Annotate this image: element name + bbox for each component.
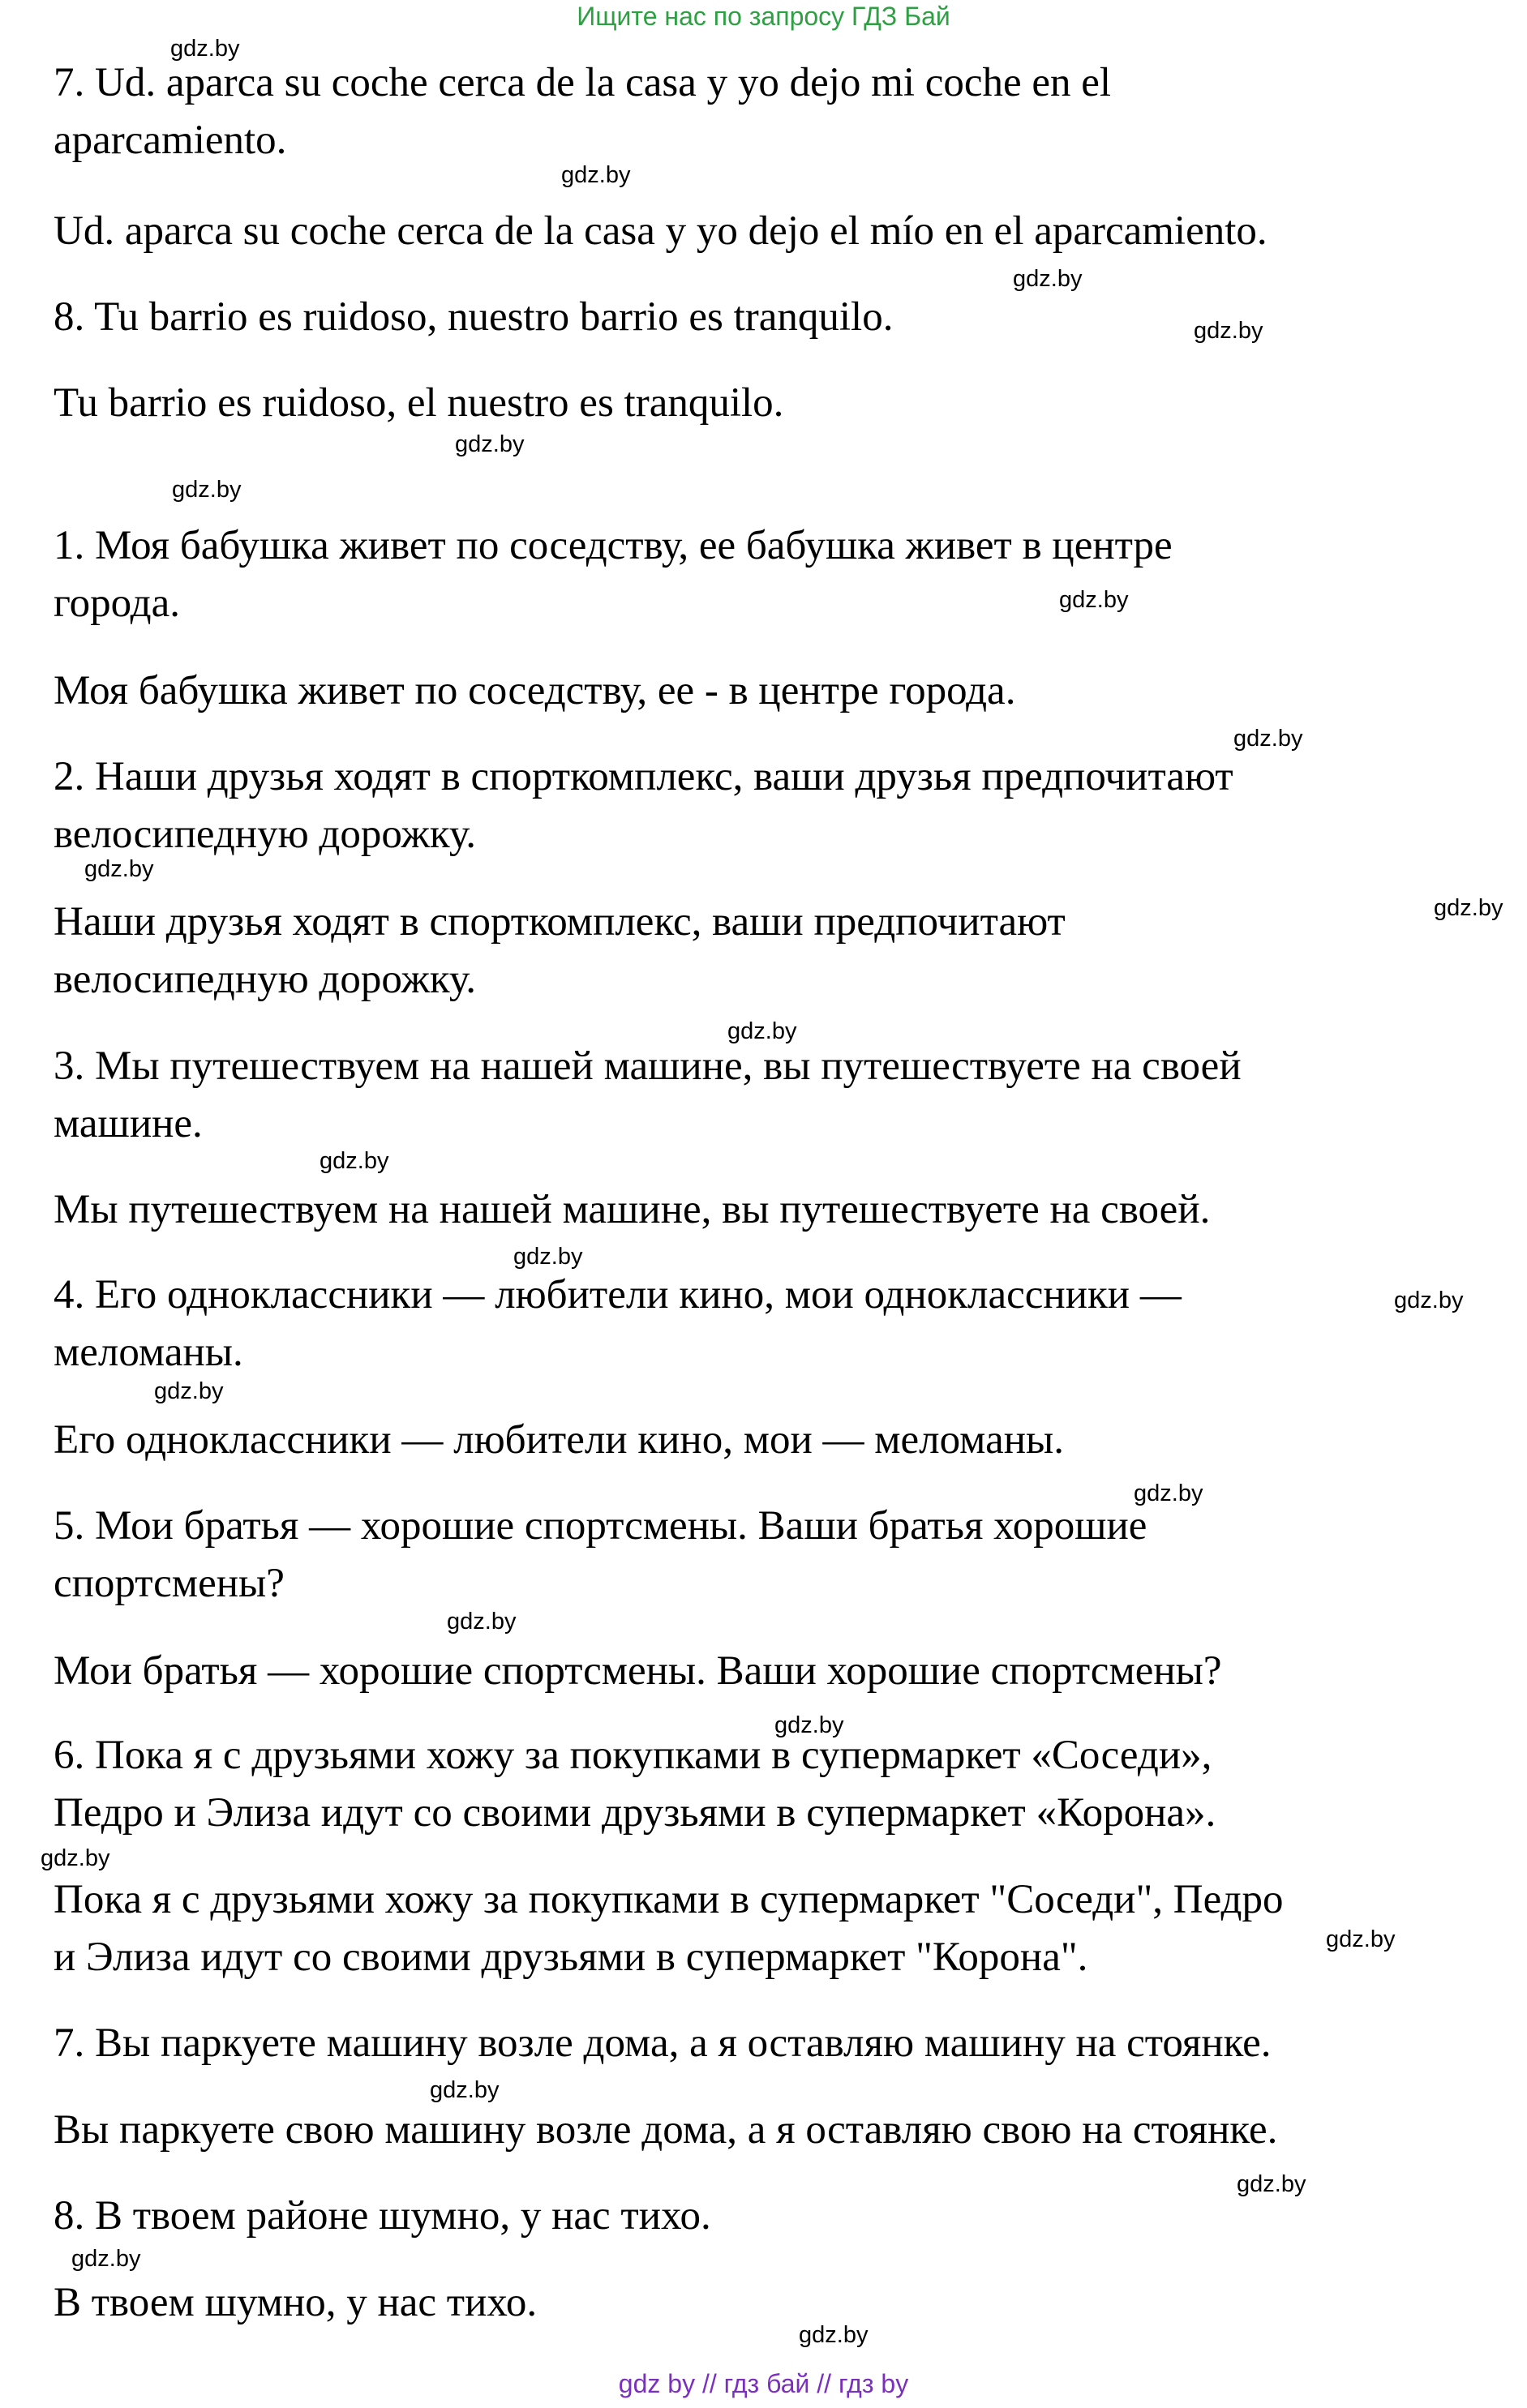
page-footer: gdz by // гдз бай // гдз by	[618, 2369, 909, 2398]
watermark: gdz.by	[430, 2077, 500, 2103]
text-line: 3. Мы путешествуем на нашей машине, вы путешествуете на своей	[54, 1043, 1242, 1089]
text-line: 8. В твоем районе шумно, у нас тихо.	[54, 2193, 711, 2239]
watermark: gdz.by	[727, 1018, 797, 1044]
text-line: Вы паркуете свою машину возле дома, а я оставляю свою на стоянке.	[54, 2107, 1278, 2153]
text-line: Моя бабушка живет по соседству, ее - в центре города.	[54, 668, 1016, 713]
text-line: Педро и Элиза идут со своими друзьями в супермаркет «Корона».	[54, 1790, 1216, 1836]
text-line: 7. Ud. aparca su coche cerca de la casa y yo dejo mi coche en el	[54, 60, 1112, 105]
text-line: машине.	[54, 1101, 203, 1146]
watermark: gdz.by	[1326, 1926, 1396, 1952]
watermark: gdz.by	[1237, 2171, 1306, 2197]
text-line: Мы путешествуем на нашей машине, вы путешествуете на своей.	[54, 1187, 1211, 1232]
text-line: В твоем шумно, у нас тихо.	[54, 2280, 538, 2325]
text-line: 5. Мои братья — хорошие спортсмены. Ваши братья хорошие	[54, 1503, 1147, 1549]
text-line: 7. Вы паркуете машину возле дома, а я оставляю машину на стоянке.	[54, 2020, 1272, 2066]
text-line: велосипедную дорожку.	[54, 812, 477, 857]
watermark: gdz.by	[84, 856, 154, 882]
text-line: aparcamiento.	[54, 118, 287, 163]
text-line: спортсмены?	[54, 1561, 285, 1606]
watermark: gdz.by	[1394, 1288, 1464, 1313]
watermark: gdz.by	[455, 431, 525, 457]
text-line: 8. Tu barrio es ruidoso, nuestro barrio es tranquilo.	[54, 294, 894, 340]
text-line: 6. Пока я с друзьями хожу за покупками в супермаркет «Соседи»,	[54, 1733, 1212, 1778]
watermark: gdz.by	[154, 1378, 224, 1404]
watermark: gdz.by	[41, 1845, 110, 1871]
watermark: gdz.by	[513, 1244, 583, 1270]
watermark: gdz.by	[1059, 587, 1129, 613]
watermark: gdz.by	[1013, 266, 1083, 292]
watermark: gdz.by	[71, 2246, 141, 2272]
text-line: меломаны.	[54, 1330, 243, 1375]
watermark: gdz.by	[561, 162, 631, 188]
watermark: gdz.by	[1434, 895, 1503, 921]
text-line: Tu barrio es ruidoso, el nuestro es tranquilo.	[54, 380, 784, 426]
text-line: Ud. aparca su coche cerca de la casa y yo dejo el mío en el aparcamiento.	[54, 208, 1267, 254]
text-line: 4. Его одноклассники — любители кино, мои одноклассники —	[54, 1272, 1182, 1318]
watermark: gdz.by	[170, 36, 240, 62]
watermark: gdz.by	[320, 1148, 389, 1174]
page-header: Ищите нас по запросу ГДЗ Бай	[577, 2, 950, 31]
text-line: Мои братья — хорошие спортсмены. Ваши хорошие спортсмены?	[54, 1648, 1222, 1694]
watermark: gdz.by	[172, 477, 242, 503]
text-line: Пока я с друзьями хожу за покупками в супермаркет "Соседи", Педро	[54, 1877, 1284, 1922]
text-line: велосипедную дорожку.	[54, 957, 477, 1002]
text-line: Его одноклассники — любители кино, мои — меломаны.	[54, 1417, 1065, 1463]
watermark: gdz.by	[774, 1712, 844, 1738]
text-line: города.	[54, 581, 181, 626]
watermark: gdz.by	[799, 2322, 869, 2348]
watermark: gdz.by	[447, 1609, 517, 1635]
watermark: gdz.by	[1233, 726, 1303, 752]
text-line: 1. Моя бабушка живет по соседству, ее бабушка живет в центре	[54, 523, 1173, 568]
text-line: и Элиза идут со своими друзьями в супермаркет "Корона".	[54, 1935, 1088, 1980]
text-line: 2. Наши друзья ходят в спорткомплекс, ваши друзья предпочитают	[54, 754, 1233, 799]
text-line: Наши друзья ходят в спорткомплекс, ваши предпочитают	[54, 899, 1066, 945]
watermark: gdz.by	[1194, 318, 1263, 344]
watermark: gdz.by	[1134, 1480, 1203, 1506]
